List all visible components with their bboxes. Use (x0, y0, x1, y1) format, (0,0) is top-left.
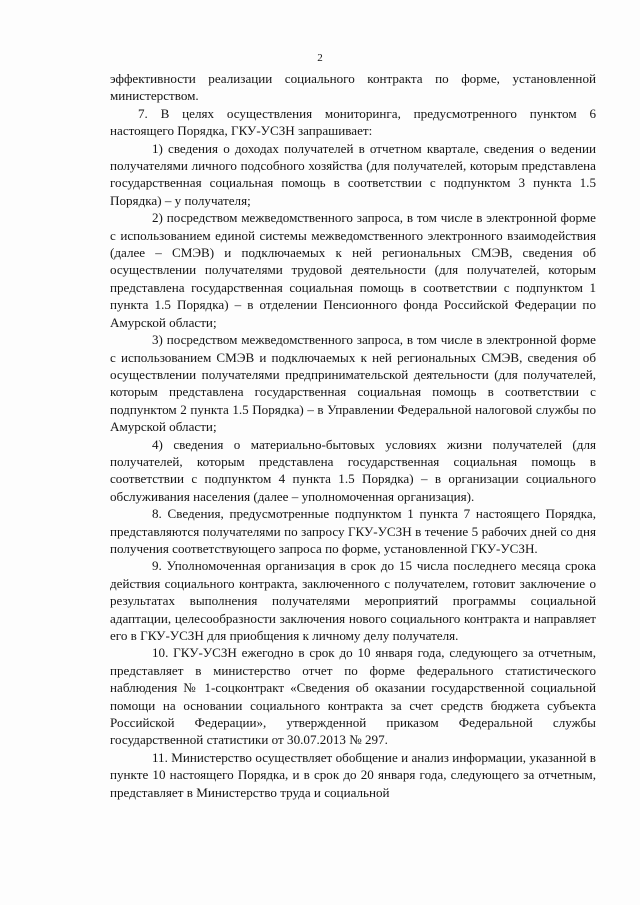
subparagraph-7-3: 3) посредством межведомственного запроса, в том числе в электронной форме с использованием СМЭВ и подключаемых к ней региональных СМЭВ, сведения об осуществлении получателями предпринимательской деятельности (для получателей, которым представлена государственная социальная помощь в соответствии с подпунктом 2 пункта 1.5 Порядка) – в Управлении Федеральной налоговой службы по Амурской области; (110, 332, 596, 435)
subparagraph-7-4: 4) сведения о материально-бытовых условиях жизни получателей (для получателей, которым представлена государственная социальная помощь в соответствии с подпунктом 4 пункта 1.5 Порядка) – в организации социального обслуживания населения (далее – уполномоченная организация). (110, 436, 596, 504)
paragraph-8: 8. Сведения, предусмотренные подпунктом 1 пункта 7 настоящего Порядка, представляются получателями по запросу ГКУ-УСЗН в течение 5 рабочих дней со дня получения соответствующего запроса по форме, установленной ГКУ-УСЗН. (110, 506, 596, 556)
paragraph-10: 10. ГКУ-УСЗН ежегодно в срок до 10 января года, следующего за отчетным, представляет в министерство отчет по форме федерального статистического наблюдения № 1-соцконтракт «Сведения об оказании государственной социальной помощи на основании социального контракта за счет средств бюджета субъекта Российской Федерации», утвержденной приказом Федеральной службы государственной статистики от 30.07.2013 № 297. (110, 645, 596, 748)
page-number: 2 (317, 52, 323, 64)
document-body (110, 70, 596, 801)
subparagraph-7-2: 2) посредством межведомственного запроса, в том числе в электронной форме с использованием единой системы межведомственного электронного взаимодействия (далее – СМЭВ) и подключаемых к ней региональных СМЭВ, сведения об осуществлении получателями трудовой деятельности (для получателей, которым представлена государственная социальная помощь в соответствии с подпунктом 1 пункта 1.5 Порядка) – в отделении Пенсионного фонда Российской Федерации по Амурской области; (110, 210, 596, 330)
paragraph-9: 9. Уполномоченная организация в срок до 15 числа последнего месяца срока действия социального контракта, заключенного с получателем, готовит заключение о результатах выполнения получателями мероприятий программы социальной адаптации, целесообразности заключения нового социального контракта и направляет его в ГКУ-УСЗН для приобщения к личному делу получателя. (110, 558, 596, 643)
paragraph-continuation: эффективности реализации социального контракта по форме, установленной министерством. (110, 71, 596, 104)
paragraph-11: 11. Министерство осуществляет обобщение и анализ информации, указанной в пункте 10 настоящего Порядка, и в срок до 20 января года, следующего за отчетным, представляет в Министерство труда и социальной (110, 749, 596, 800)
subparagraph-7-1: 1) сведения о доходах получателей в отчетном квартале, сведения о ведении получателями личного подсобного хозяйства (для получателей, которым представлена государственная социальная помощь в соответствии с подпунктом 3 пункта 1.5 Порядка) – у получателя; (110, 140, 596, 208)
paragraph-7: 7. В целях осуществления мониторинга, предусмотренного пунктом 6 настоящего Порядка, ГКУ-УСЗН запрашивает: (110, 105, 596, 139)
